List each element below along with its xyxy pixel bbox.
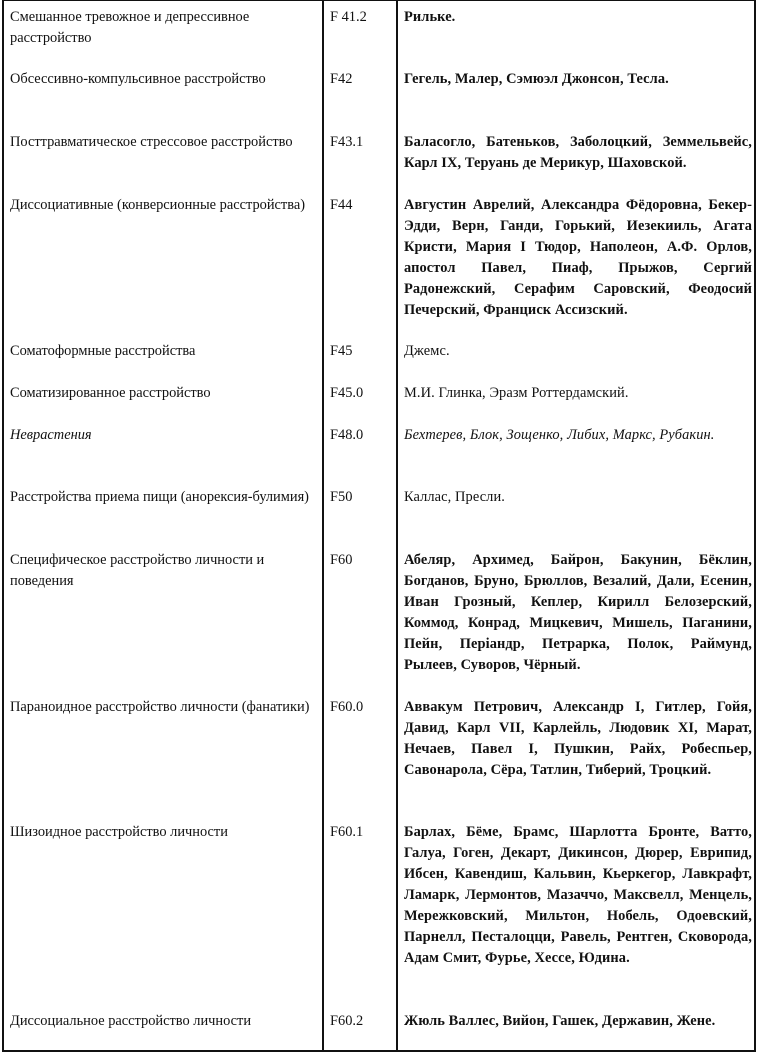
icd-code: F43.1: [330, 134, 364, 150]
disorder-name: Параноидное расстройство личности (фанатики): [10, 699, 310, 715]
icd-code: F 41.2: [330, 9, 367, 25]
icd-code: F42: [330, 71, 353, 87]
icd-code: F45.0: [330, 385, 364, 401]
disorder-name: Соматизированное расстройство: [10, 385, 211, 401]
people-list: Абеляр, Архимед, Байрон, Бакунин, Бёклин, Богданов, Бруно, Брюллов, Везалий, Дали, Есенин, Иван Грозный, Кеплер, Кирилл Белозерский, Коммод, Конрад, Мицкевич, Мишель, Паганини, Пейн, Перiандр, Петрарка, Полок, Раймунд, Рылеев, Суворов, Чёрный.: [404, 552, 752, 673]
icd-code: F50: [330, 489, 353, 505]
icd-code: F60: [330, 552, 353, 568]
people-list: М.И. Глинка, Эразм Роттердамский.: [404, 385, 629, 401]
people-list: Августин Аврелий, Александра Фёдоровна, Бекер-Эдди, Верн, Ганди, Горький, Иезекииль, Агата Кристи, Мария I Тюдор, Наполеон, А.Ф. Орлов, апостол Павел, Пиаф, Прыжов, Сергий Радонежский, Серафим Саровский, Феодосий Печерский, Франциск Ассизский.: [404, 197, 752, 318]
people-list: Джемс.: [404, 343, 450, 359]
disorder-name: Диссоциальное расстройство личности: [10, 1013, 252, 1029]
icd-code: F45: [330, 343, 353, 359]
disorder-name: Смешанное тревожное и депрессивное расстройство: [10, 9, 250, 46]
column-divider: [322, 1, 324, 1050]
people-list: Бехтерев, Блок, Зощенко, Либих, Маркс, Рубакин.: [404, 427, 715, 443]
disorder-name: Посттравматическое стрессовое расстройство: [10, 134, 293, 150]
icd-code: F60.0: [330, 699, 364, 715]
people-list: Барлах, Бёме, Брамс, Шарлотта Бронте, Ватто, Галуа, Гоген, Декарт, Дикинсон, Дюрер, Еврипид, Ибсен, Кавендиш, Кальвин, Кьеркегор, Лавкрафт, Ламарк, Лермонтов, Мазаччо, Максвелл, Менцель, Мережковский, Мильтон, Нобель, Одоевский, Парнелл, Песталоцци, Равель, Рентген, Сковорода, Адам Смит, Фурье, Хессе, Юдина.: [404, 824, 752, 966]
disorder-name: Специфическое расстройство личности и поведения: [10, 552, 265, 589]
disorder-name: Шизоидное расстройство личности: [10, 824, 228, 840]
people-list: Каллас, Пресли.: [404, 489, 505, 505]
people-list: Аввакум Петрович, Александр I, Гитлер, Гойя, Давид, Карл VII, Карлейль, Людовик XI, Марат, Нечаев, Павел I, Пушкин, Райх, Робеспьер, Савонарола, Сёра, Татлин, Тиберий, Троцкий.: [404, 699, 752, 778]
icd-code: F60.1: [330, 824, 364, 840]
disorder-name: Диссоциативные (конверсионные расстройства): [10, 197, 306, 213]
people-list: Жюль Валлес, Вийон, Гашек, Державин, Жене.: [404, 1013, 716, 1029]
disorder-name: Расстройства приема пищи (анорексия-булимия): [10, 489, 309, 505]
icd-code: F44: [330, 197, 353, 213]
column-divider: [396, 1, 398, 1050]
diagnosis-table: [2, 0, 756, 1052]
people-list: Баласогло, Батеньков, Заболоцкий, Земмельвейс, Карл IX, Теруань де Мерикур, Шаховской.: [404, 134, 752, 171]
disorder-name: Неврастения: [10, 427, 92, 443]
people-list: Гегель, Малер, Сэмюэл Джонсон, Тесла.: [404, 71, 669, 87]
icd-code: F60.2: [330, 1013, 364, 1029]
icd-code: F48.0: [330, 427, 364, 443]
disorder-name: Соматоформные расстройства: [10, 343, 196, 359]
people-list: Рильке.: [404, 9, 456, 25]
disorder-name: Обсессивно-компульсивное расстройство: [10, 71, 266, 87]
